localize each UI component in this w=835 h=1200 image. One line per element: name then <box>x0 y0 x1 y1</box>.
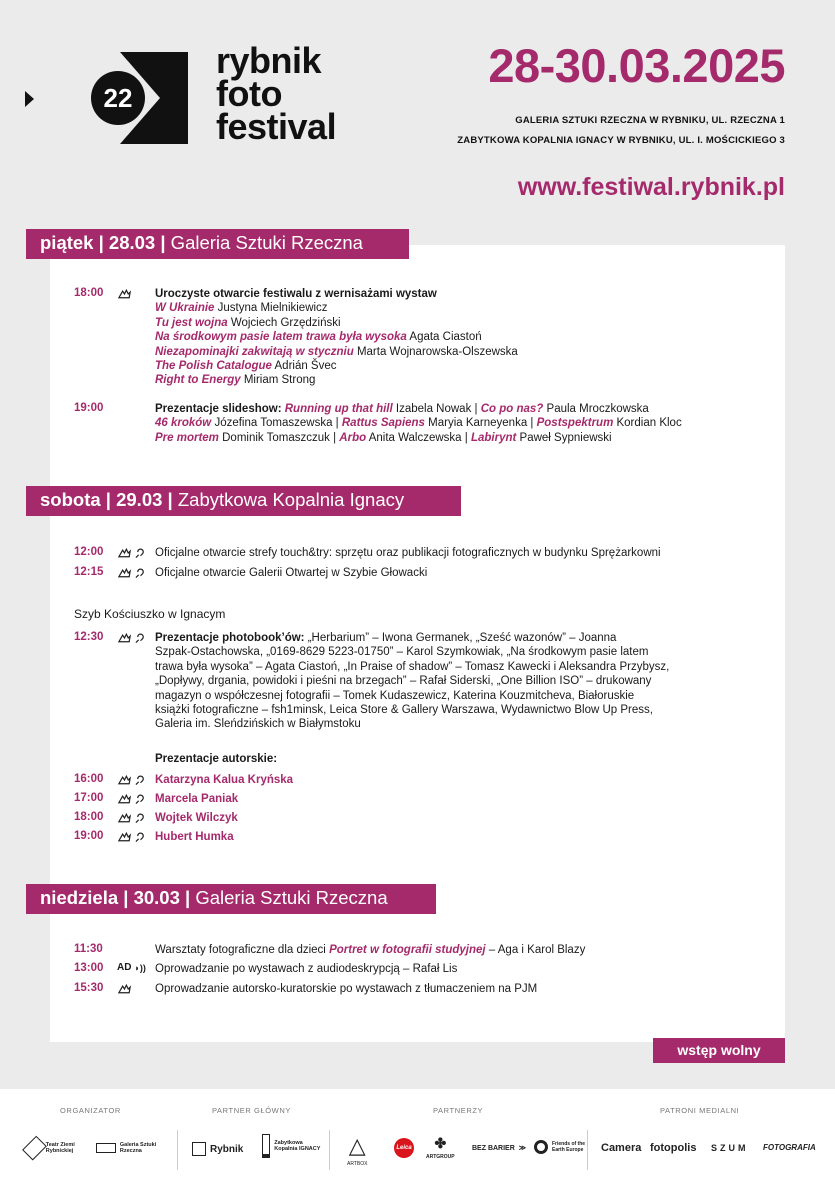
photobook-line: Prezentacje photobook’ów: „Herbarium” – Iwona Germanek, „Sześć wazonów” – Joanna <box>155 632 617 644</box>
artgroup-logo: ✤ ARTGROUP <box>426 1135 455 1160</box>
event-time: 13:00 <box>74 962 104 974</box>
media-patrons-label: PATRONI MEDIALNI <box>660 1106 740 1115</box>
event-title: Uroczyste otwarcie festiwalu z wernisażami wystaw <box>155 288 437 300</box>
sign-language-icon <box>117 793 132 805</box>
author-name: Marcela Paniak <box>155 793 239 805</box>
slideshow-line: Pre mortem Dominik Tomaszczuk | Arbo Anita Walczewska | Labirynt Paweł Sypniewski <box>155 431 612 444</box>
friday-place: Galeria Sztuki Rzeczna <box>165 232 363 253</box>
exhibition-item: The Polish Catalogue Adrián Švec <box>155 360 337 373</box>
sign-language-icon <box>117 547 132 559</box>
earth-circle-icon <box>534 1140 548 1154</box>
friday-opening-event <box>155 287 760 388</box>
sunday-date: niedziela | 30.03 | <box>40 887 191 908</box>
event-time: 19:00 <box>74 402 104 414</box>
venue-line-1: GALERIA SZTUKI RZECZNA W RYBNIKU, UL. RZECZNA 1 <box>515 115 785 126</box>
organizer-label: ORGANIZATOR <box>60 1106 121 1115</box>
play-arrow-icon <box>25 91 34 107</box>
logo-line-festival: festival <box>216 106 337 147</box>
logo-line-rybnik: rybnik <box>216 40 322 81</box>
hearing-loop-icon <box>135 567 146 579</box>
event-icons <box>117 567 146 579</box>
sunday-curator-tour-event: Oprowadzanie autorsko-kuratorskie po wystawach z tłumaczeniem na PJM <box>155 983 538 995</box>
main-partner-label: PARTNER GŁÓWNY <box>212 1106 291 1115</box>
sound-waves-icon: ◗)) <box>134 962 146 973</box>
sign-language-icon <box>117 288 132 300</box>
sign-language-icon <box>117 774 132 786</box>
event-icons <box>117 793 146 805</box>
camera-magazine-logo: Camera <box>601 1142 642 1154</box>
event-time: 18:00 <box>74 287 104 299</box>
author-name: Hubert Humka <box>155 831 234 843</box>
sunday-audio-tour-event: Oprowadzanie po wystawach z audiodeskrypcją – Rafał Lis <box>155 963 458 975</box>
footer-divider <box>587 1130 588 1170</box>
event-time: 15:30 <box>74 982 104 994</box>
event-time: 17:00 <box>74 792 104 804</box>
event-time: 12:30 <box>74 631 104 643</box>
exhibition-item: Niezapominajki zakwitają w styczniu Marta Wojnarowska-Olszewska <box>155 345 518 358</box>
saturday-photobook-event <box>155 631 760 732</box>
photobook-line: magazyn o współczesnej fotografii – Tomek Kudaszewicz, Katerina Kouzmitcheva, Białoruskie <box>155 689 635 702</box>
location-subheading: Szyb Kościuszko w Ignacym <box>74 607 226 621</box>
sign-language-icon <box>117 567 132 579</box>
event-time: 12:15 <box>74 566 104 578</box>
hearing-loop-icon <box>135 632 146 644</box>
bez-barier-logo: BEZ BARIER ≫ <box>472 1144 527 1152</box>
leica-logo: Leica <box>394 1138 414 1158</box>
saturday-touch-try-event: Oficjalne otwarcie strefy touch&try: sprzętu oraz publikacji fotograficznych w budynku Sprężarkowni <box>155 547 661 559</box>
event-icons <box>117 831 146 843</box>
day-band-friday <box>26 229 409 259</box>
festival-dates: 28-30.03.2025 <box>488 39 785 92</box>
hearing-loop-icon <box>135 812 146 824</box>
saturday-place: Zabytkowa Kopalnia Ignacy <box>172 489 405 510</box>
event-time: 11:30 <box>74 943 103 955</box>
slideshow-line: Prezentacje slideshow: Running up that hill Izabela Nowak | Co po nas? Paula Mroczkowska <box>155 403 649 415</box>
sign-language-icon <box>117 831 132 843</box>
artbox-triangle-icon: △ <box>348 1133 366 1158</box>
event-icons <box>117 962 146 973</box>
sunday-place: Galeria Sztuki Rzeczna <box>190 887 388 908</box>
event-icons <box>117 288 132 300</box>
photobook-line: trawa była wysoka” – Agata Ciastoń, „In Praise of shadow” – Tomasz Kawecki i Aleksandra Przybysz, <box>155 660 670 673</box>
artgroup-clover-icon: ✤ <box>434 1135 447 1151</box>
hearing-loop-icon <box>135 793 146 805</box>
footer-divider <box>329 1130 330 1170</box>
photobook-line: książki fotograficzne – fsh1minsk, Leica Store & Gallery Warszawa, Wydawnictwo Blow Up Press, <box>155 704 653 717</box>
photobook-line: Szpak-Ostachowska, „0169-8629 5223-01750” – Karol Szymkowiak, „Na środkowym pasie latem <box>155 646 649 659</box>
rybnik-logo: Rybnik <box>192 1142 243 1156</box>
rybnik-crest-icon <box>192 1142 206 1156</box>
galeria-emblem-icon <box>96 1143 116 1153</box>
event-time: 12:00 <box>74 546 104 558</box>
artbox-logo: △ ARTBOX <box>347 1133 368 1167</box>
photobook-line: „Dopływy, drgania, powidoki i pieśni na brzegach” – Rafał Siderski, „One Billion ISO” – drukowany <box>155 675 652 688</box>
event-time: 16:00 <box>74 773 104 785</box>
hearing-loop-icon <box>135 774 146 786</box>
event-time: 19:00 <box>74 830 104 842</box>
free-entry-badge: wstęp wolny <box>653 1038 785 1063</box>
day-band-saturday <box>26 486 461 516</box>
photobook-line: Galeria im. Sleńdzińskich w Białymstoku <box>155 718 361 731</box>
event-icons <box>117 632 146 644</box>
exhibition-item: Na środkowym pasie latem trawa była wysoka Agata Ciastoń <box>155 331 482 344</box>
event-icons <box>117 812 146 824</box>
saturday-gallery-opening-event: Oficjalne otwarcie Galerii Otwartej w Szybie Głowacki <box>155 567 428 579</box>
friday-date: piątek | 28.03 | <box>40 232 166 253</box>
event-time: 18:00 <box>74 811 104 823</box>
festival-logo-mark <box>90 52 190 144</box>
fotografia-logo: FOTOGRAFIA <box>763 1143 816 1152</box>
barrier-arrows-icon: ≫ <box>518 1145 527 1152</box>
galeria-logo: Galeria Sztuki Rzeczna <box>96 1142 161 1154</box>
hearing-loop-icon <box>135 547 146 559</box>
footer-divider <box>177 1130 178 1170</box>
edition-number: 22 <box>103 83 133 113</box>
friends-of-earth-logo: Friends of the Earth Europe <box>534 1140 594 1154</box>
exhibition-item: Tu jest wojna Wojciech Grzędziński <box>155 316 341 329</box>
sunday-workshop-event: Warsztaty fotograficzne dla dzieci Portret w fotografii studyjnej – Aga i Karol Blazy <box>155 944 586 956</box>
mine-tower-icon <box>262 1134 270 1158</box>
day-band-sunday <box>26 884 436 914</box>
venue-line-2: ZABYTKOWA KOPALNIA IGNACY W RYBNIKU, UL. I. MOŚCICKIEGO 3 <box>457 135 785 146</box>
saturday-date: sobota | 29.03 | <box>40 489 173 510</box>
author-name: Wojtek Wilczyk <box>155 812 238 824</box>
author-presentations-heading: Prezentacje autorskie: <box>155 753 278 765</box>
partners-label: PARTNERZY <box>433 1106 484 1115</box>
friday-slideshow-event <box>155 402 760 445</box>
event-icons <box>117 983 132 995</box>
szum-logo: SZUM <box>711 1143 749 1153</box>
exhibition-item: W Ukrainie Justyna Mielnikiewicz <box>155 302 328 315</box>
logo-line-foto: foto <box>216 73 282 114</box>
event-icons <box>117 547 146 559</box>
festival-logo-text <box>216 40 337 147</box>
fotopolis-logo: fotopolis <box>650 1142 697 1154</box>
sign-language-icon <box>117 983 132 995</box>
festival-url-link[interactable]: www.festiwal.rybnik.pl <box>517 173 785 201</box>
hearing-loop-icon <box>135 831 146 843</box>
author-name: Katarzyna Kalua Kryńska <box>155 774 294 786</box>
sign-language-icon <box>117 632 132 644</box>
slideshow-line: 46 kroków Józefina Tomaszewska | Rattus Sapiens Maryia Karneyenka | Postspektrum Kordian Kloc <box>155 417 682 430</box>
audio-description-icon: AD <box>117 962 132 973</box>
exhibition-item: Right to Energy Miriam Strong <box>155 374 316 387</box>
event-icons <box>117 774 146 786</box>
sign-language-icon <box>117 812 132 824</box>
teatr-logo: Teatr Ziemi Rybnickiej <box>27 1138 87 1158</box>
kopalnia-logo: Zabytkowa Kopalnia IGNACY <box>262 1134 322 1158</box>
